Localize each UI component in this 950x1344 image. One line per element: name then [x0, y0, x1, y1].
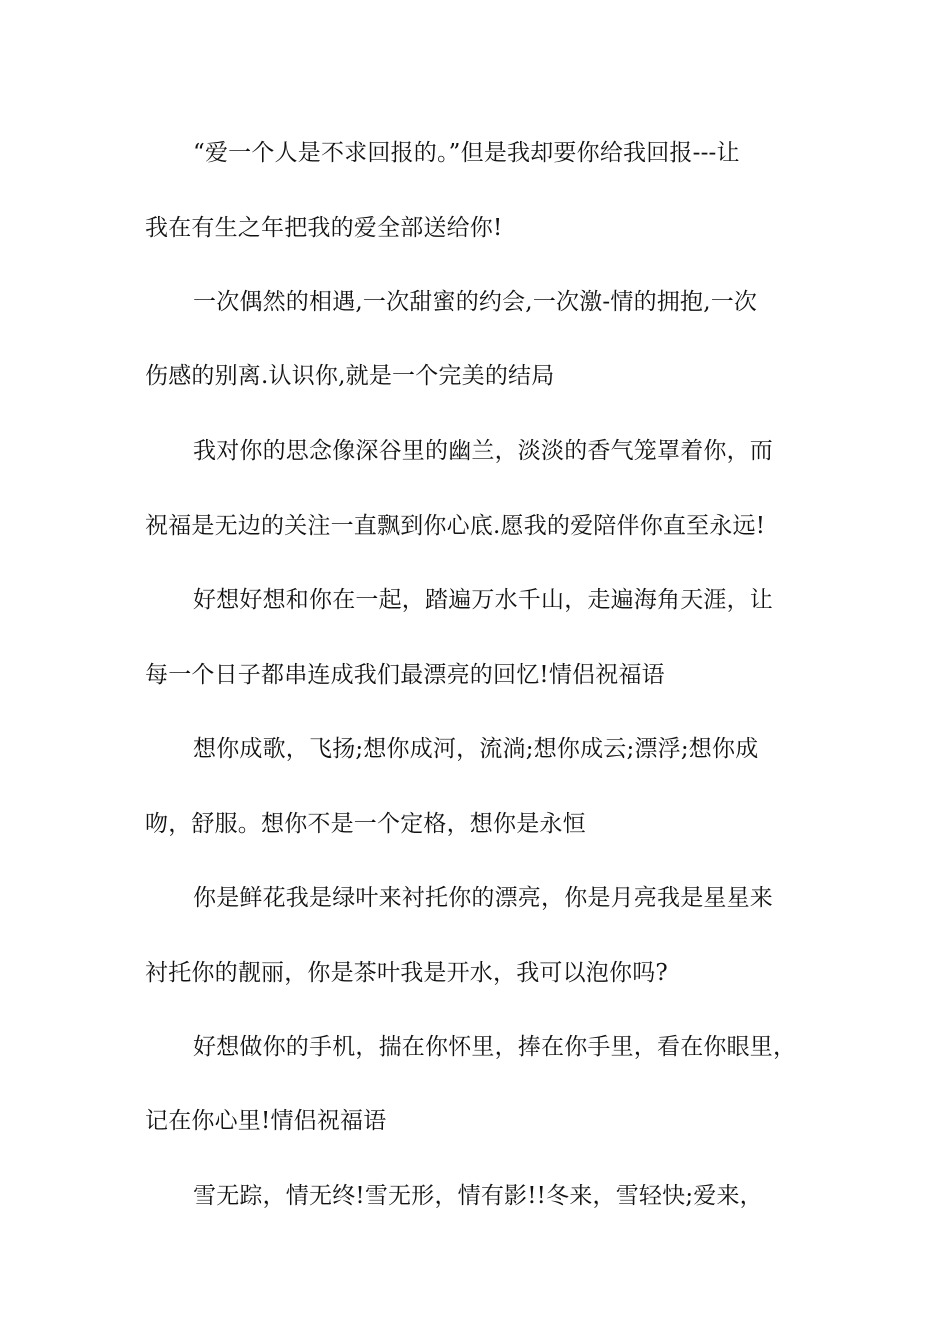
paragraph-3-line-1: 我对你的思念像深谷里的幽兰，淡淡的香气笼罩着你，而 [193, 438, 773, 464]
paragraph-5-line-1: 想你成歌，飞扬;想你成河，流淌;想你成云;漂浮;想你成 [193, 736, 759, 762]
paragraph-2-line-1: 一次偶然的相遇,一次甜蜜的约会,一次激-情的拥抱,一次 [193, 289, 758, 315]
paragraph-1-line-2: 我在有生之年把我的爱全部送给你! [145, 215, 503, 241]
paragraph-7-line-2: 记在你心里!情侣祝福语 [145, 1108, 387, 1134]
paragraph-8-line-1: 雪无踪，情无终!雪无形，情有影!!冬来，雪轻快;爱来， [193, 1183, 763, 1209]
paragraph-1-line-1: “爱一个人是不求回报的。”但是我却要你给我回报---让 [193, 140, 740, 166]
paragraph-2-line-2: 伤感的别离.认识你,就是一个完美的结局 [145, 363, 555, 389]
paragraph-4-line-1: 好想好想和你在一起，踏遍万水千山，走遍海角天涯，让 [193, 587, 773, 613]
paragraph-4-line-2: 每一个日子都串连成我们最漂亮的回忆!情侣祝福语 [145, 662, 665, 688]
paragraph-3-line-2: 祝福是无边的关注一直飘到你心底.愿我的爱陪伴你直至永远! [145, 513, 766, 539]
paragraph-5-line-2: 吻，舒服。想你不是一个定格，想你是永恒 [145, 811, 586, 837]
paragraph-6-line-1: 你是鲜花我是绿叶来衬托你的漂亮，你是月亮我是星星来 [193, 885, 773, 911]
paragraph-7-line-1: 好想做你的手机，揣在你怀里，捧在你手里，看在你眼里， [193, 1034, 797, 1060]
paragraph-6-line-2: 衬托你的靓丽，你是茶叶我是开水，我可以泡你吗? [145, 960, 668, 986]
